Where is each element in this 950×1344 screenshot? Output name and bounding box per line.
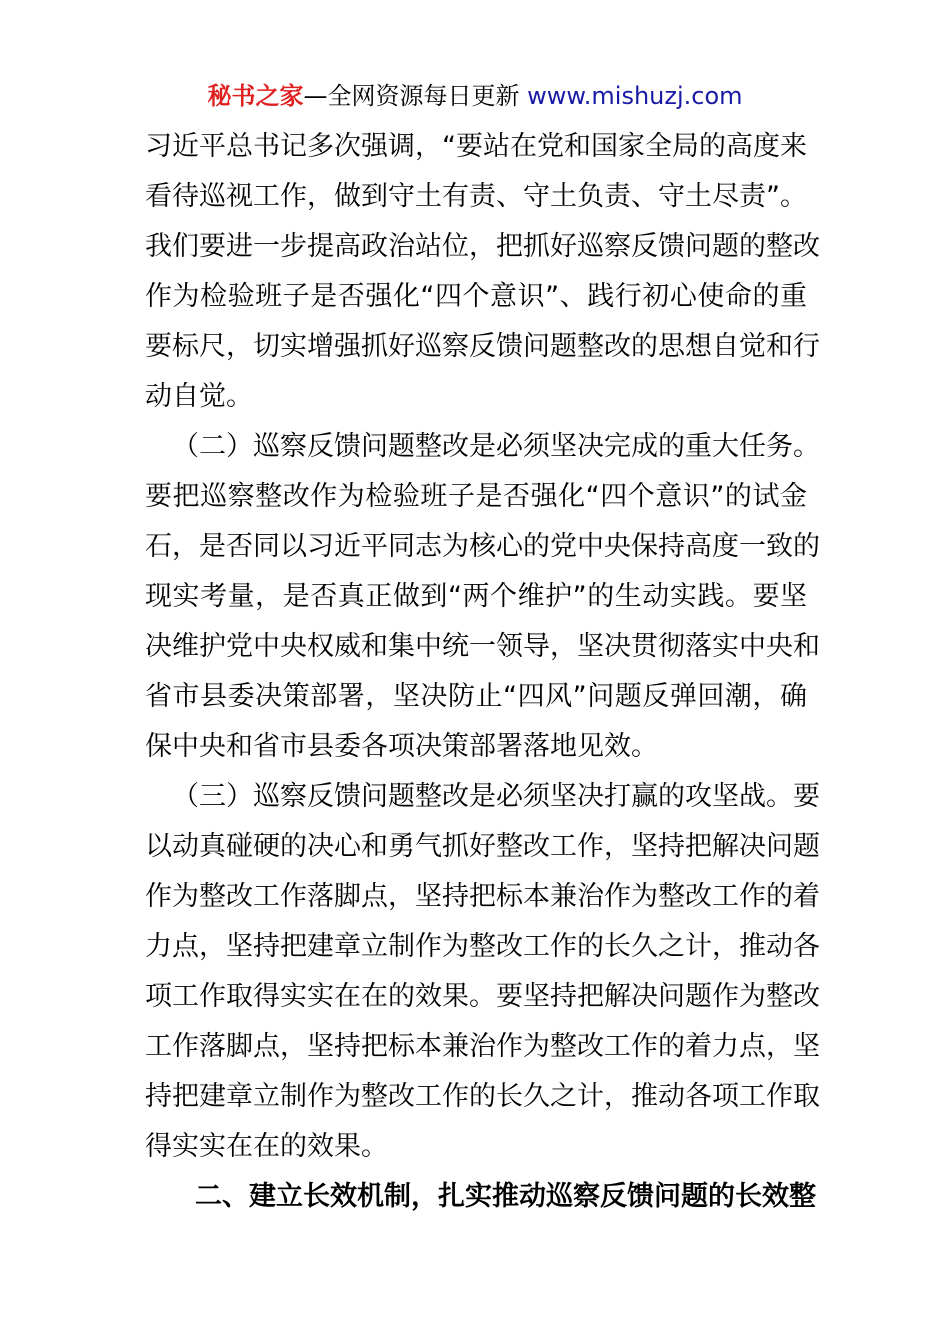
- text-line: 得实实在在的效果。: [145, 1131, 388, 1162]
- text-line: 习近平总书记多次强调，“要站在党和国家全局的高度来: [145, 131, 807, 162]
- text-line: 石，是否同以习近平同志为核心的党中央保持高度一致的: [145, 531, 820, 562]
- text-line: 要把巡察整改作为检验班子是否强化“四个意识”的试金: [145, 481, 807, 512]
- section-2-heading-line: （二）巡察反馈问题整改是必须坚决完成的重大任务。: [172, 431, 820, 462]
- text-line: 作为检验班子是否强化“四个意识”、践行初心使命的重: [145, 281, 807, 312]
- text-line: 决维护党中央权威和集中统一领导，坚决贯彻落实中央和: [145, 631, 820, 662]
- document-body: [145, 122, 820, 1222]
- text-line: 省市县委决策部署，坚决防止“四风”问题反弹回潮，确: [145, 681, 807, 712]
- text-line: 动自觉。: [145, 381, 253, 412]
- page-header: [0, 80, 950, 112]
- chapter-2-heading: 二、建立长效机制，扎实推动巡察反馈问题的长效整: [195, 1181, 816, 1212]
- text-line: 持把建章立制作为整改工作的长久之计，推动各项工作取: [145, 1081, 820, 1112]
- text-line: 我们要进一步提高政治站位，把抓好巡察反馈问题的整改: [145, 231, 820, 262]
- text-line: 工作落脚点，坚持把标本兼治作为整改工作的着力点，坚: [145, 1031, 820, 1062]
- text-line: 要标尺，切实增强抓好巡察反馈问题整改的思想自觉和行: [145, 331, 820, 362]
- header-tagline: —全网资源每日更新: [303, 82, 520, 110]
- section-3-heading-line: （三）巡察反馈问题整改是必须坚决打赢的攻坚战。要: [172, 781, 820, 812]
- header-brand: 秘书之家: [207, 82, 304, 110]
- text-line: 以动真碰硬的决心和勇气抓好整改工作，坚持把解决问题: [145, 831, 820, 862]
- text-line: 保中央和省市县委各项决策部署落地见效。: [145, 731, 658, 762]
- header-site-url[interactable]: www.mishuzj.com: [527, 82, 743, 110]
- text-line: 看待巡视工作，做到守土有责、守土负责、守土尽责”。: [145, 181, 807, 212]
- text-line: 作为整改工作落脚点，坚持把标本兼治作为整改工作的着: [145, 881, 820, 912]
- text-line: 项工作取得实实在在的效果。要坚持把解决问题作为整改: [145, 981, 820, 1012]
- text-line: 现实考量，是否真正做到“两个维护”的生动实践。要坚: [145, 581, 807, 612]
- text-line: 力点，坚持把建章立制作为整改工作的长久之计，推动各: [145, 931, 820, 962]
